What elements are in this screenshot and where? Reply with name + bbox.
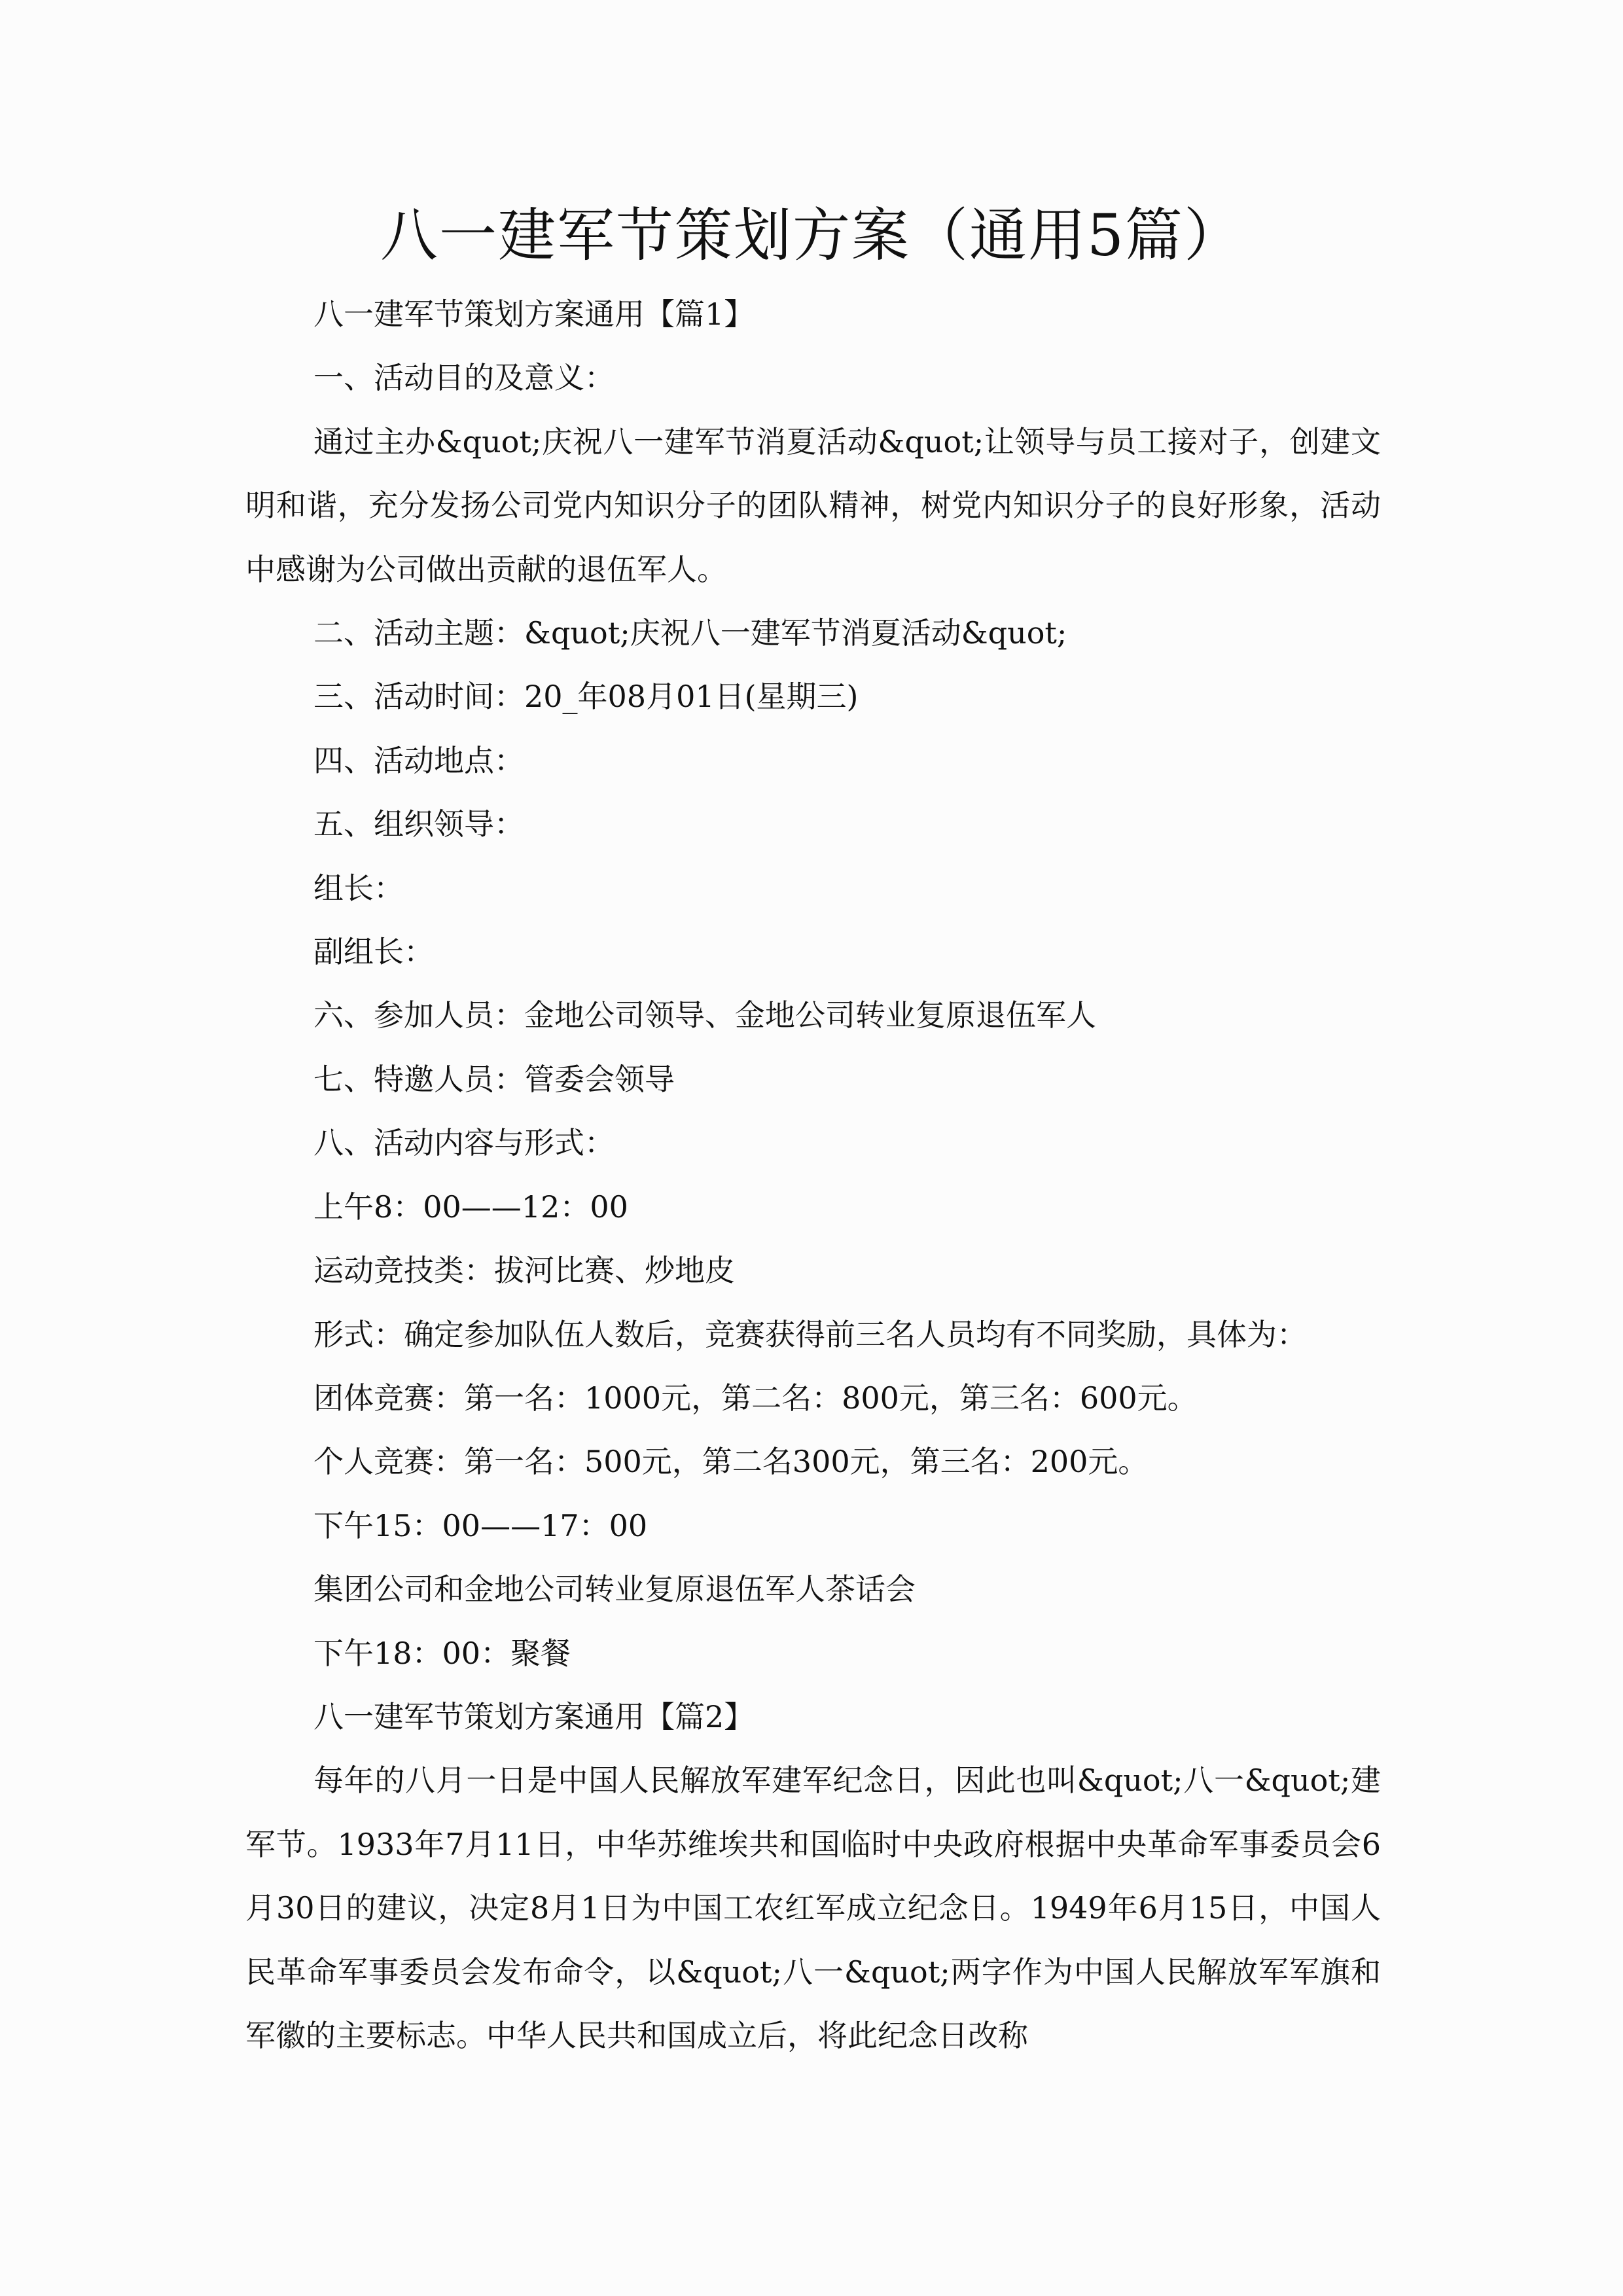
heading-purpose: 一、活动目的及意义： — [313, 360, 615, 396]
line-morning-time: 上午8：00——12：00 — [313, 1189, 628, 1225]
document-title: 八一建军节策划方案（通用5篇） — [380, 202, 1243, 269]
line-team-prizes: 团体竞赛：第一名：1000元，第二名：800元，第三名：600元。 — [313, 1380, 1198, 1416]
heading-time: 三、活动时间：20_年08月01日(星期三) — [313, 679, 859, 715]
heading-theme: 二、活动主题：&quot;庆祝八一建军节消夏活动&quot; — [313, 615, 1067, 651]
heading-content-format: 八、活动内容与形式： — [313, 1125, 615, 1161]
line-deputy-leader: 副组长： — [313, 934, 434, 970]
heading-special-guests: 七、特邀人员：管委会领导 — [313, 1061, 675, 1097]
line-afternoon-time: 下午15：00——17：00 — [313, 1507, 648, 1543]
section-heading-part-1: 八一建军节策划方案通用【篇1】 — [313, 296, 755, 332]
line-team-leader: 组长： — [313, 870, 404, 906]
heading-leadership: 五、组织领导： — [313, 806, 524, 842]
section-heading-part-2: 八一建军节策划方案通用【篇2】 — [313, 1698, 755, 1734]
line-individual-prizes: 个人竞赛：第一名：500元，第二名300元，第三名：200元。 — [313, 1444, 1149, 1480]
paragraph-purpose: 通过主办&quot;庆祝八一建军节消夏活动&quot;让领导与员工接对子，创建文明和谐，充分发扬公司党内知识分子的团队精神，树党内知识分子的良好形象，活动中感谢为公司做出贡献的退伍军人。 — [245, 423, 1381, 587]
paragraph-history: 每年的八月一日是中国人民解放军建军纪念日，因此也叫&quot;八一&quot;建军节。1933年7月11日，中华苏维埃共和国临时中央政府根据中央革命军事委员会6月30日的建议，决定8月1日为中国工农红军成立纪念日。1949年6月15日，中国人民革命军事委员会发布命令，以&quot;八一&quot;两字作为中国人民解放军军旗和军徽的主要标志。中华人民共和国成立后，将此纪念日改称 — [245, 1763, 1381, 2053]
line-dinner: 下午18：00：聚餐 — [313, 1635, 571, 1671]
heading-location: 四、活动地点： — [313, 742, 524, 778]
heading-participants: 六、参加人员：金地公司领导、金地公司转业复原退伍军人 — [313, 997, 1096, 1033]
document-body — [245, 283, 1381, 2068]
line-tea-party: 集团公司和金地公司转业复原退伍军人茶话会 — [313, 1571, 916, 1607]
line-sports-events: 运动竞技类：拔河比赛、炒地皮 — [313, 1253, 735, 1289]
line-format: 形式：确定参加队伍人数后，竞赛获得前三名人员均有不同奖励，具体为： — [313, 1316, 1307, 1352]
